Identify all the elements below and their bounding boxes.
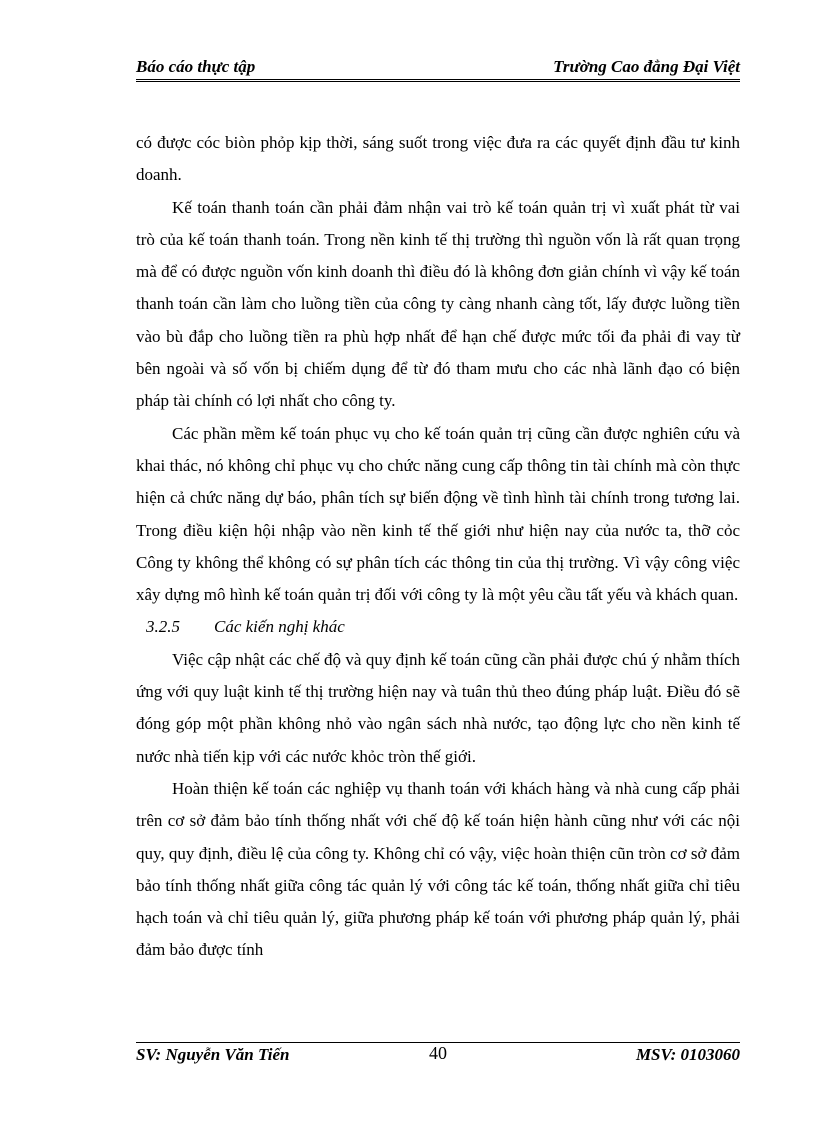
page-number: 40 — [429, 1043, 447, 1063]
footer-student-id: MSV: 0103060 — [635, 1045, 740, 1064]
paragraph-5: Hoàn thiện kế toán các nghiệp vụ thanh toán với khách hàng và nhà cung cấp phải trên cơ sở đảm bảo tính thống nhất với chế độ kế toán hiện hành cũng như với các nội quy, quy định, điều lệ của công ty. Không chỉ có vậy, việc hoàn thiện cũn tròn cơ sở đảm bảo tính thống nhất giữa công tác quản lý với công tác kế toán, thống nhất giữa chỉ tiêu hạch toán và chỉ tiêu quản lý, giữa phương pháp kế toán với phương pháp quản lý, phải đảm bảo được tính — [136, 778, 740, 960]
page-header — [136, 55, 740, 82]
section-number: 3.2.5 — [146, 617, 180, 637]
page-body — [136, 127, 740, 967]
paragraph-4: Việc cập nhật các chế độ và quy định kế toán cũng cần phải được chú ý nhằm thích ứng với quy luật kinh tế thị trường hiện nay và tuân thủ theo đúng pháp luật. Điều đó sẽ đóng góp một phần không nhỏ vào ngân sách nhà nước, tạo động lực cho nền kinh tế nước nhà tiến kịp với các nước khỏc tròn thế giới. — [136, 649, 740, 766]
footer-student-name: SV: Nguyễn Văn Tiến — [136, 1045, 290, 1064]
paragraph-1: có được cóc biòn phỏp kịp thời, sáng suốt trong việc đưa ra các quyết định đầu tư kinh doanh. — [136, 133, 740, 185]
header-report-title: Báo cáo thực tập — [136, 57, 256, 76]
header-school-name: Trường Cao đẳng Đại Việt — [553, 57, 740, 76]
paragraph-2: Kế toán thanh toán cần phải đảm nhận vai trò kế toán quản trị vì xuất phát từ vai trò của kế toán thanh toán. Trong nền kinh tế thị trường thì nguồn vốn là rất quan trọng mà để có được nguồn vốn kinh doanh thì điều đó là không đơn giản chính vì vậy kế toán thanh toán cần làm cho luồng tiền của công ty càng nhanh càng tốt, lấy được luồng tiền vào bù đắp cho luồng tiền ra phù hợp nhất để hạn chế được mức tối đa phải đi vay từ bên ngoài và số vốn bị chiếm dụng để từ đó tham mưu cho các nhà lãnh đạo có biện pháp tài chính có lợi nhất cho công ty. — [136, 197, 740, 411]
page-footer — [136, 1042, 740, 1069]
section-heading — [136, 611, 740, 643]
section-title: Các kiến nghị khác — [214, 617, 345, 637]
paragraph-3: Các phần mềm kế toán phục vụ cho kế toán quản trị cũng cần được nghiên cứu và khai thác, nó không chỉ phục vụ cho chức năng cung cấp thông tin tài chính mà còn thực hiện cả chức năng dự báo, phân tích sự biến động về tình hình tài chính trong tương lai. Trong điều kiện hội nhập vào nền kinh tế thế giới như hiện nay của nước ta, thỡ cỏc Công ty không thể không có sự phân tích các thông tin của thị trường. Vì vậy công việc xây dựng mô hình kế toán quản trị đối với công ty là một yêu cầu tất yếu và khách quan. — [136, 423, 740, 605]
